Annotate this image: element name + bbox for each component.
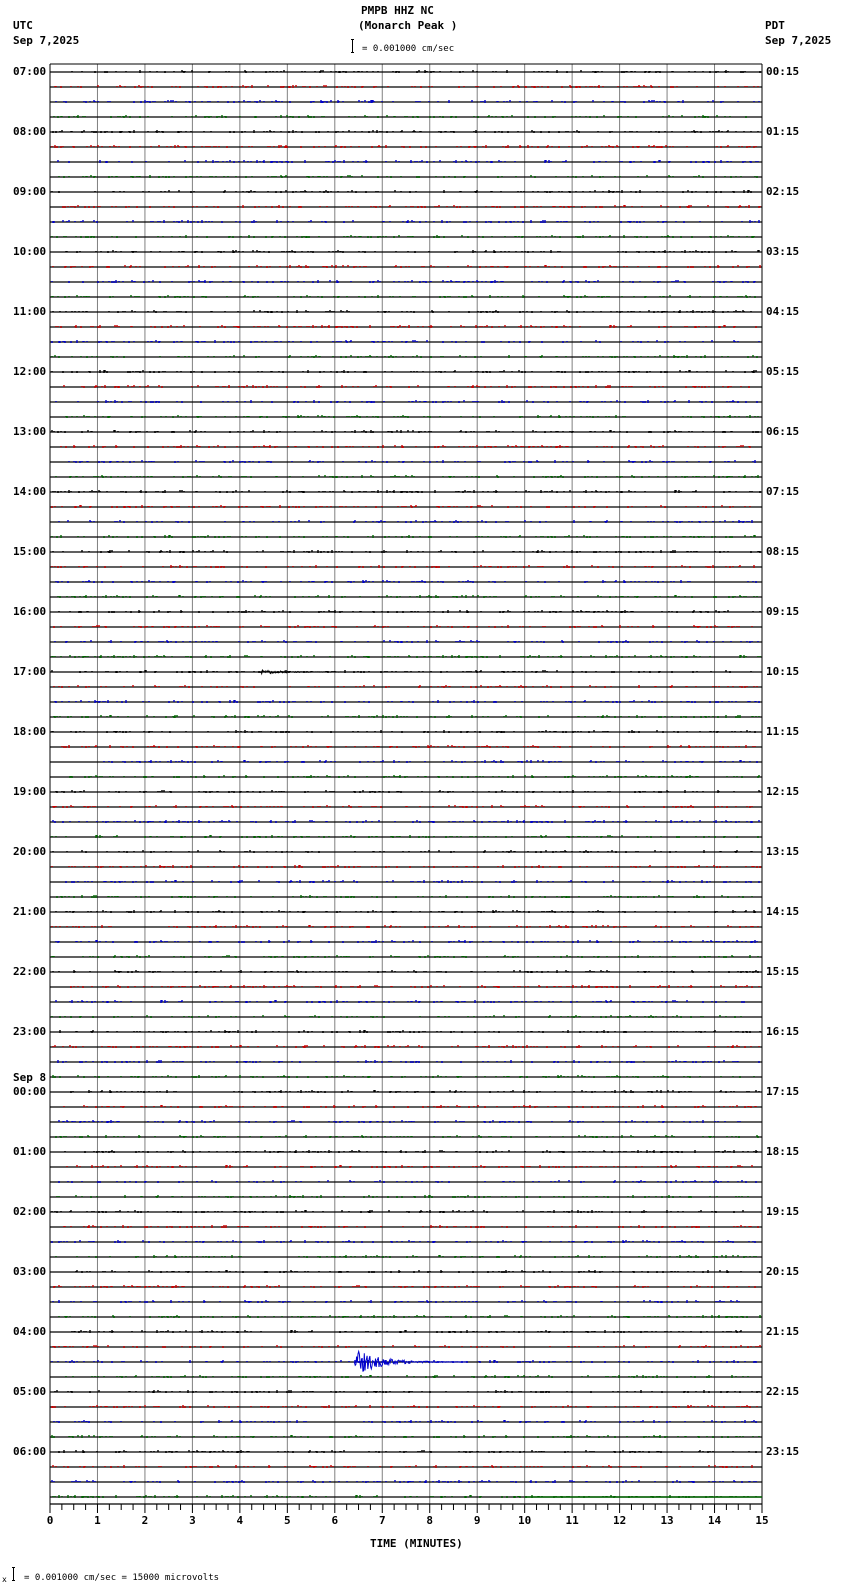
pdt-hour-label: 04:15 — [766, 305, 800, 318]
station-location: (Monarch Peak ) — [358, 19, 458, 32]
right-timezone: PDT — [765, 19, 785, 32]
pdt-hour-label: 20:15 — [766, 1265, 800, 1278]
utc-hour-label: 16:00 — [13, 605, 47, 618]
pdt-hour-label: 21:15 — [766, 1325, 800, 1338]
utc-hour-label: 02:00 — [13, 1205, 47, 1218]
x-tick-label: 0 — [46, 1514, 54, 1527]
utc-hour-label: 20:00 — [13, 845, 47, 858]
utc-hour-label: 08:00 — [13, 125, 47, 138]
x-tick-label: 6 — [331, 1514, 339, 1527]
pdt-hour-label: 23:15 — [766, 1445, 800, 1458]
pdt-hour-label: 02:15 — [766, 185, 800, 198]
left-timezone: UTC — [13, 19, 33, 32]
pdt-hour-label: 01:15 — [766, 125, 800, 138]
utc-hour-label: 00:00 — [13, 1085, 47, 1098]
utc-hour-label: 04:00 — [13, 1325, 47, 1338]
pdt-hour-label: 18:15 — [766, 1145, 800, 1158]
utc-hour-label: 22:00 — [13, 965, 47, 978]
x-tick-label: 14 — [707, 1514, 722, 1527]
footer-scale-bar-icon — [12, 1567, 15, 1581]
utc-hour-label: 12:00 — [13, 365, 47, 378]
pdt-hour-label: 10:15 — [766, 665, 800, 678]
pdt-hour-label: 19:15 — [766, 1205, 800, 1218]
utc-hour-label: 23:00 — [13, 1025, 47, 1038]
utc-hour-label: 14:00 — [13, 485, 47, 498]
pdt-hour-label: 06:15 — [766, 425, 800, 438]
station-title: PMPB HHZ NC — [361, 4, 434, 17]
utc-hour-label: 18:00 — [13, 725, 47, 738]
x-tick-label: 2 — [141, 1514, 149, 1527]
x-tick-label: 3 — [189, 1514, 196, 1527]
utc-hour-label: 19:00 — [13, 785, 47, 798]
footer-mark: x — [2, 1575, 7, 1584]
right-date: Sep 7,2025 — [765, 34, 832, 47]
utc-hour-label: 17:00 — [13, 665, 47, 678]
seismic-event-waveform-1 — [354, 1351, 467, 1371]
utc-hour-label: 13:00 — [13, 425, 47, 438]
scale-bar-icon — [351, 39, 354, 53]
pdt-hour-label: 22:15 — [766, 1385, 800, 1398]
utc-hour-label: 11:00 — [13, 305, 47, 318]
pdt-hour-label: 11:15 — [766, 725, 800, 738]
utc-hour-label: 06:00 — [13, 1445, 47, 1458]
x-tick-label: 13 — [660, 1514, 674, 1527]
pdt-hour-label: 13:15 — [766, 845, 800, 858]
utc-hour-label: 01:00 — [13, 1145, 47, 1158]
pdt-hour-label: 09:15 — [766, 605, 800, 618]
x-axis-title: TIME (MINUTES) — [370, 1537, 463, 1550]
pdt-hour-label: 07:15 — [766, 485, 800, 498]
utc-hour-label: 21:00 — [13, 905, 47, 918]
pdt-hour-label: 14:15 — [766, 905, 800, 918]
x-tick-label: 11 — [565, 1514, 579, 1527]
utc-hour-label: 07:00 — [13, 65, 47, 78]
left-date: Sep 7,2025 — [13, 34, 80, 47]
x-tick-label: 7 — [378, 1514, 386, 1527]
x-tick-label: 5 — [284, 1514, 291, 1527]
utc-hour-label: 09:00 — [13, 185, 47, 198]
x-tick-label: 15 — [755, 1514, 769, 1527]
utc-hour-label: 10:00 — [13, 245, 47, 258]
utc-hour-label: 15:00 — [13, 545, 47, 558]
pdt-hour-label: 16:15 — [766, 1025, 800, 1038]
scale-label: = 0.001000 cm/sec — [362, 44, 455, 54]
pdt-hour-label: 12:15 — [766, 785, 800, 798]
utc-hour-label: 03:00 — [13, 1265, 47, 1278]
x-tick-label: 8 — [426, 1514, 434, 1527]
pdt-hour-label: 03:15 — [766, 245, 800, 258]
pdt-hour-label: 05:15 — [766, 365, 800, 378]
x-tick-label: 10 — [518, 1514, 532, 1527]
x-tick-label: 4 — [236, 1514, 244, 1527]
footer-scale-note: = 0.001000 cm/sec = 15000 microvolts — [24, 1573, 220, 1583]
x-tick-label: 9 — [473, 1514, 481, 1527]
pdt-hour-label: 15:15 — [766, 965, 800, 978]
x-tick-label: 12 — [612, 1514, 627, 1527]
x-tick-label: 1 — [94, 1514, 101, 1527]
date-change-label: Sep 8 — [13, 1071, 47, 1084]
pdt-hour-label: 00:15 — [766, 65, 800, 78]
utc-hour-label: 05:00 — [13, 1385, 47, 1398]
pdt-hour-label: 08:15 — [766, 545, 800, 558]
pdt-hour-label: 17:15 — [766, 1085, 800, 1098]
